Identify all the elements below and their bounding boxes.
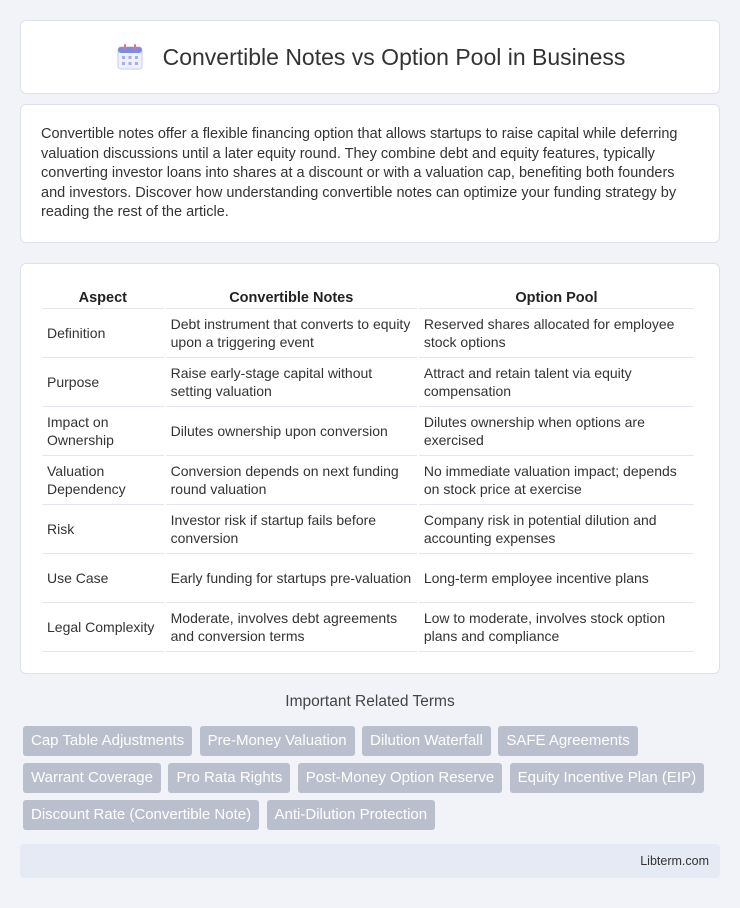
page-title: Convertible Notes vs Option Pool in Business [162, 43, 626, 70]
table-header-row [42, 283, 694, 309]
related-term-tag[interactable]: Pro Rata Rights [168, 763, 290, 793]
related-term-tag[interactable]: Post-Money Option Reserve [298, 763, 502, 793]
related-term-tag[interactable]: Equity Incentive Plan (EIP) [510, 763, 704, 793]
table-cell: Legal Complexity [42, 603, 164, 652]
column-header: Option Pool [419, 283, 694, 309]
table-row [42, 554, 694, 603]
table-cell: Dilutes ownership upon conversion [166, 407, 417, 456]
table-cell: Valuation Dependency [42, 456, 164, 505]
comparison-card [20, 263, 720, 674]
table-cell: Raise early-stage capital without setting valuation [166, 358, 417, 407]
related-term-tag[interactable]: Anti-Dilution Protection [267, 800, 436, 830]
footer [20, 844, 720, 878]
table-row [42, 407, 694, 456]
table-cell: Attract and retain talent via equity compensation [419, 358, 694, 407]
related-terms-heading: Important Related Terms [285, 693, 455, 710]
footer-site-link[interactable]: Libterm.com [640, 854, 709, 868]
table-cell: Company risk in potential dilution and accounting expenses [419, 505, 694, 554]
related-term-tag[interactable]: Warrant Coverage [23, 763, 161, 793]
table-cell: Debt instrument that converts to equity upon a triggering event [166, 309, 417, 358]
table-row [42, 603, 694, 652]
intro-text: Convertible notes offer a flexible financing option that allows startups to raise capital while deferring valuation discussions until a later equity round. They combine debt and equity features, typically converting investor loans into shares at a discount or with a valuation cap, benefiting both founders and investors. Discover how understanding convertible notes can optimize your funding strategy by reading the rest of the article. [41, 126, 678, 221]
table-cell: Use Case [42, 554, 164, 603]
column-header: Convertible Notes [166, 283, 417, 309]
related-term-tag[interactable]: Discount Rate (Convertible Note) [23, 800, 259, 830]
table-cell: Investor risk if startup fails before conversion [166, 505, 417, 554]
related-term-tag[interactable]: SAFE Agreements [498, 726, 637, 756]
comparison-table [40, 283, 696, 652]
table-cell: Early funding for startups pre-valuation [166, 554, 417, 603]
table-cell: Dilutes ownership when options are exercised [419, 407, 694, 456]
table-cell: Impact on Ownership [42, 407, 164, 456]
table-cell: Moderate, involves debt agreements and conversion terms [166, 603, 417, 652]
intro-card [20, 104, 720, 243]
related-term-tag[interactable]: Cap Table Adjustments [23, 726, 192, 756]
related-term-tag[interactable]: Dilution Waterfall [362, 726, 491, 756]
table-cell: Conversion depends on next funding round valuation [166, 456, 417, 505]
calendar-icon [115, 42, 145, 72]
table-row [42, 309, 694, 358]
table-cell: Definition [42, 309, 164, 358]
related-term-tag[interactable]: Pre-Money Valuation [200, 726, 355, 756]
table-cell: Low to moderate, involves stock option plans and compliance [419, 603, 694, 652]
related-terms-list [23, 726, 723, 837]
column-header: Aspect [42, 283, 164, 309]
table-cell: Reserved shares allocated for employee stock options [419, 309, 694, 358]
table-row [42, 358, 694, 407]
header-card [20, 20, 720, 94]
table-cell: Risk [42, 505, 164, 554]
table-cell: Purpose [42, 358, 164, 407]
table-row [42, 505, 694, 554]
table-cell: Long-term employee incentive plans [419, 554, 694, 603]
table-cell: No immediate valuation impact; depends on stock price at exercise [419, 456, 694, 505]
table-row [42, 456, 694, 505]
